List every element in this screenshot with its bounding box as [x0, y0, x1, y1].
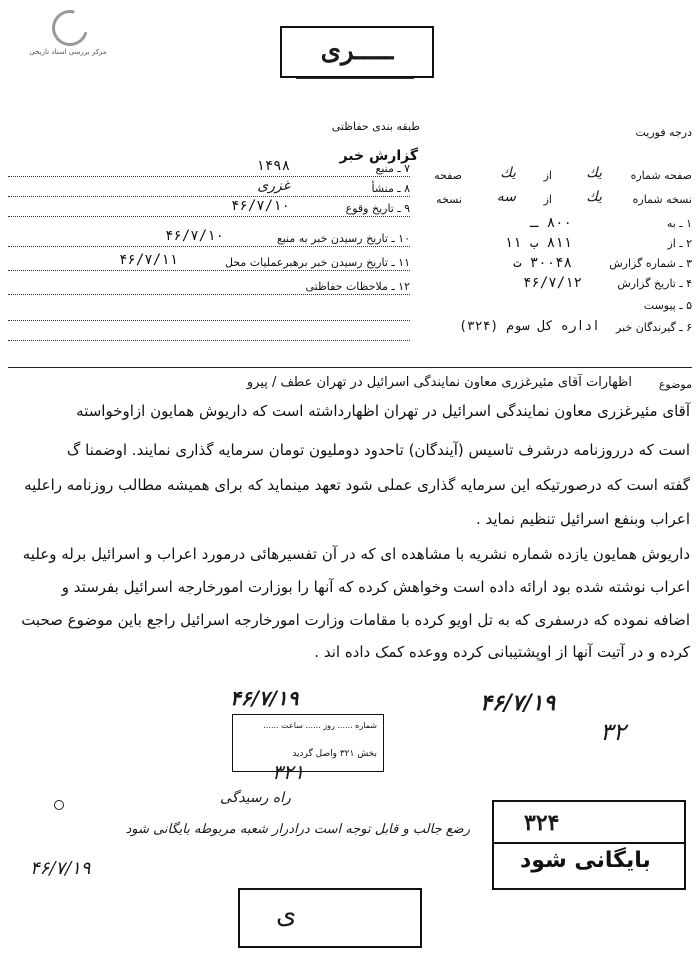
field-mid: از	[543, 169, 552, 182]
dotted-line	[8, 196, 410, 197]
field-label: نسخه شماره	[632, 193, 692, 206]
priority-label: درجه فوریت	[635, 126, 692, 139]
receipt-stamp-line: شماره ...... روز ...... ساعت ......	[263, 721, 377, 730]
archive-box-number: ۳۲۴	[524, 810, 560, 836]
body-line: داریوش همایون یازده شماره نشریه با مشاهده ای که در آن تفسیرهائی درمورد اعراب و اسرائیل برله وعلیه	[22, 545, 690, 563]
field-value: ۴۶/۷/۱۲	[522, 275, 582, 291]
handwritten-note: راه رسیدگی	[220, 790, 291, 806]
body-line: اضافه نموده که درسفری که به تل اویو کرده با مقامات وزارت امورخارجه اسرائیل راجع باین موضوع صحبت	[21, 611, 690, 629]
body-line: است که درروزنامه درشرف تاسیس (آیندگان) تاحدود دوملیون تومان سرمایه گذاری نمایند. اوضمنا گ	[66, 441, 690, 459]
field-label: صفحه شماره	[630, 169, 692, 182]
field-mid: از	[543, 193, 552, 206]
field-row-attachment	[420, 297, 692, 315]
archive-logo-icon	[45, 3, 94, 52]
receipt-stamp-line: بخش ۳۲۱ واصل گردید	[292, 749, 377, 759]
dotted-line	[8, 270, 410, 271]
receipt-number: ۳۲۱	[272, 760, 305, 784]
subject-text: اظهارات آقای مئیرغزری معاون نمایندگی اسرائیل در تهران عطف / پیرو	[246, 375, 632, 390]
dotted-line	[8, 216, 410, 217]
field-row-to	[420, 215, 692, 233]
field-label: ۲ ـ از	[667, 237, 692, 250]
body-line: کرده و در آتیت آنها از اوپشتیبانی کرده ووعده کمک داده اند .	[314, 643, 690, 661]
watermark-text: مرکز بررسی اسناد تاریخی	[29, 48, 107, 56]
dotted-line	[8, 320, 410, 321]
field-unit: نسخه	[436, 193, 462, 206]
field-row-from	[420, 235, 692, 253]
copy-number-row	[420, 189, 692, 211]
field-value: يك	[500, 165, 516, 181]
dotted-line	[8, 176, 410, 177]
field-value: سه	[496, 189, 516, 205]
field-label: ۹ ـ تاریخ وقوع	[345, 202, 410, 215]
field-value: ۸۱۱ ب ۱۱	[504, 235, 572, 251]
archive-stamp-text: بایگانی شود	[520, 848, 651, 873]
field-label: ۴ ـ تاریخ گزارش	[617, 277, 692, 290]
archive-box	[492, 800, 686, 890]
body-line: آقای مئیرغزری معاون نمایندگی اسرائیل در تهران اظهارداشته است که داریوش همایون ازاوخواسته	[76, 402, 690, 420]
field-value: يك	[586, 165, 602, 181]
field-label: ۱ ـ به	[666, 217, 692, 230]
field-value: ۸۰۰ ـ	[529, 215, 572, 231]
separator-line	[8, 367, 692, 368]
right-number: ۳۲	[600, 718, 626, 746]
left-fields	[8, 160, 410, 310]
handwritten-date: ۴۶/۷/۱۹	[480, 690, 556, 716]
field-row-report-date	[420, 275, 692, 293]
classification-label: طبقه بندی حفاظتی	[331, 120, 420, 133]
handwritten-note: رضع جالب و قابل توجه است درادرار شعبه مربوطه بایگانی شود	[125, 822, 470, 837]
dotted-line	[8, 294, 410, 295]
body-line: گفته است که درصورتیکه این سرمایه گذاری عملی شود تعهد مینماید که برای همیشه مطالب روزنامه راعلیه	[24, 476, 690, 494]
field-value: غزری	[257, 178, 290, 194]
field-label: ۱۱ ـ تاریخ رسیدن خبر برهبرعملیات محل	[224, 256, 410, 269]
body-line: اعراب وبنفع اسرائیل تنظیم نماید .	[475, 510, 690, 528]
field-label: ۶ ـ گیرندگان خبر	[616, 321, 692, 334]
field-value: ۴۶/۷/۱۱	[118, 252, 178, 268]
archive-box-divider	[494, 842, 684, 844]
classification-stamp	[280, 26, 434, 78]
handwritten-date: ۴۶/۷/۱۹	[230, 686, 299, 710]
right-fields	[420, 165, 692, 365]
field-label: ۵ ـ پیوست	[643, 299, 692, 312]
subject-label: موضوع	[658, 378, 692, 391]
classification-underline	[296, 78, 414, 79]
field-row-report-number	[420, 255, 692, 273]
body-line: اعراب نوشته شده بود ارائه داده است وخواهش کرده که آنها را بوزارت امورخارجه اسرائیل بفرستد و	[61, 578, 690, 596]
field-label: ۸ ـ منشأ	[371, 182, 410, 195]
field-label: ۳ ـ شماره گزارش	[609, 257, 692, 270]
field-value: يك	[586, 189, 602, 205]
dotted-line	[8, 246, 410, 247]
field-label: ۱۲ ـ ملاحظات حفاظتی	[305, 280, 410, 293]
bottom-stamp	[238, 888, 422, 948]
field-label: ۱۰ ـ تاریخ رسیدن خبر به منبع	[276, 232, 410, 245]
field-value: ۴۶/۷/۱۰	[164, 228, 224, 244]
field-value: ۱۴۹۸	[256, 158, 290, 174]
note-circle-mark	[54, 800, 64, 810]
field-value: ۴۶/۷/۱۰	[230, 198, 290, 214]
field-unit: صفحه	[434, 169, 462, 182]
report-title: گزارش خبر	[339, 148, 418, 164]
field-value: اداره کل سوم (۳۲۴)	[459, 319, 600, 334]
field-value: ۳۰۰۴۸ ت	[512, 255, 572, 271]
subject-row	[8, 373, 692, 395]
receipt-stamp	[232, 714, 384, 772]
bottom-stamp-text: ى	[276, 900, 297, 930]
field-row-recipients	[420, 319, 692, 337]
dotted-line	[8, 340, 410, 341]
classification-stamp-text: ـــــرى	[320, 36, 394, 66]
field-label: ۷ ـ منبع	[375, 162, 410, 175]
page-number-row	[420, 165, 692, 187]
handwritten-date: ۴۶/۷/۱۹	[30, 858, 91, 879]
archive-watermark	[18, 6, 118, 62]
